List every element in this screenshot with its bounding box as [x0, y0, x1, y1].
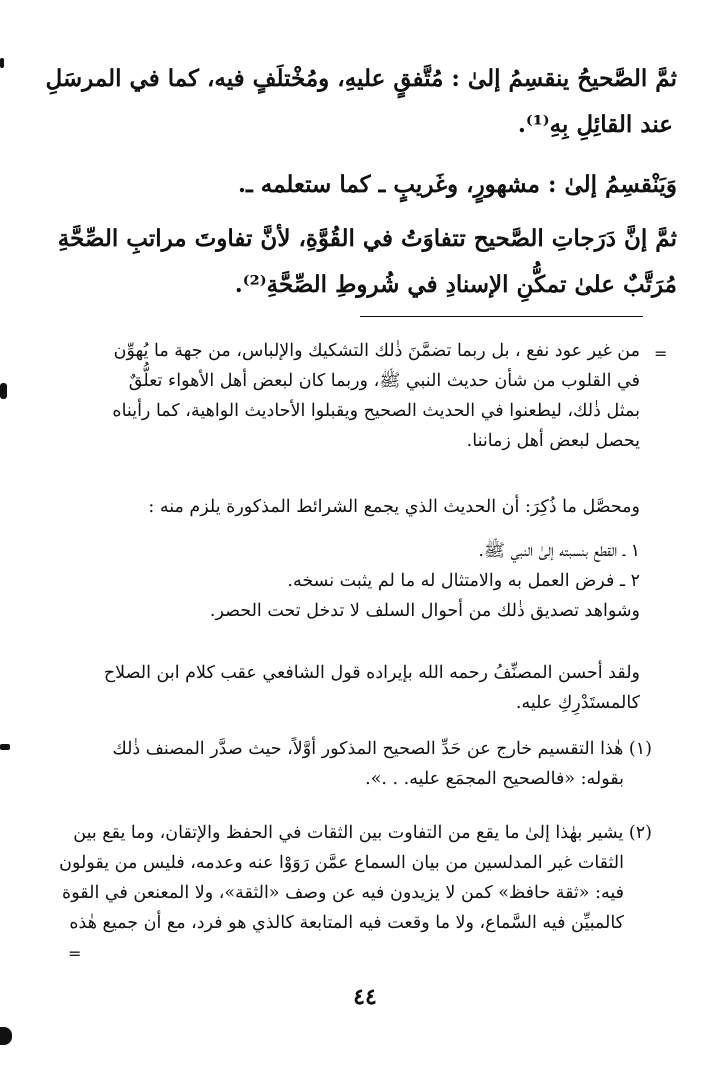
footnote-line: من غير عود نفع ، بل ربما تضمَّنَ ذٰلك التشكيك والإلباس، من جهة ما يُهوِّن [113, 341, 640, 361]
scan-edge-mark [0, 744, 10, 750]
main-line: ثمَّ إنَّ دَرَجاتِ الصَّحيح تتفاوَتُ في القُوَّةِ، لأنَّ تفاوتَ مراتبِ الصِّحَّةِ [57, 225, 677, 252]
footnote-line: بقوله: «فالصحيح المجمَع عليه. . .». [365, 769, 624, 789]
footnote-line: (١) هٰذا التقسيم خارج عن حَدِّ الصحيح المذكور أوَّلاً، حيث صدَّر المصنف ذٰلك [112, 739, 652, 759]
scan-edge-mark [0, 58, 4, 68]
main-paragraph-3 [57, 216, 677, 308]
scan-edge-mark [0, 1027, 12, 1045]
footnote-line: فيه: «ثقة حافظ» كمن لا يزيدون فيه عن وصف «الثقة»، ولا المعنعن في القوة [62, 883, 624, 903]
footnote-separator [360, 316, 643, 317]
footnote-line: في القلوب من شأن حديث النبي ﷺ، وربما كان لبعض أهل الأهواء تعلُّقٌ [128, 371, 640, 391]
main-line: مُرَتَّبٌ علىٰ تمكُّنِ الإسنادِ في شُروطِ الصِّحَّةِ⁽²⁾. [234, 271, 677, 298]
main-line: عند القائِلِ بِهِ⁽¹⁾. [517, 111, 673, 138]
summary-intro: ومحصَّل ما ذُكِرَ: أن الحديث الذي يجمع الشرائط المذكورة يلزم منه : [148, 497, 640, 517]
footnote-1 [80, 734, 652, 794]
closing-line: كالمستَدْرِكِ عليه. [515, 693, 640, 713]
footnote-line: يحصل لبعض أهل زماننا. [466, 431, 640, 451]
summary-block [80, 492, 640, 522]
summary-point: ١ ـ القطع بنسبته إلىٰ النبي ﷺ. [478, 541, 640, 561]
closing-paragraph [80, 658, 640, 718]
main-line: ثمَّ الصَّحيحُ ينقسِمُ إلىٰ : مُتَّفقٍ عليهِ، ومُخْتلَفٍ فيه، كما في المرسَلِ [45, 65, 677, 92]
footnote-line: الثقات غير المدلسين من بيان السماع عمَّن رَوَوْا عنه وعدمه، فليس من يقولون [59, 853, 624, 873]
footnote-line: (٢) يشير بهٰذا إلىٰ ما يقع من التفاوت بين الثقات في الحفظ والإتقان، وما يقع بين [73, 823, 652, 843]
page-number: ٤٤ [353, 984, 377, 1010]
footnote-continuation [80, 336, 640, 456]
margin-mark-bottom: = [68, 944, 82, 963]
scan-edge-mark [0, 383, 7, 399]
main-paragraph-2 [92, 162, 677, 208]
summary-list [80, 536, 640, 626]
summary-point: ٢ ـ فرض العمل به والامتثال له ما لم يثبت نسخه. [287, 571, 640, 591]
main-line: وَيَنْقسِمُ إلىٰ : مشهورٍ، وغَريبٍ ـ كما ستعلمه ـ. [238, 171, 677, 198]
main-paragraph-1 [45, 56, 677, 148]
footnote-2 [59, 818, 652, 938]
margin-mark-top: = [654, 344, 668, 363]
summary-after: وشواهد تصديق ذٰلك من أحوال السلف لا تدخل تحت الحصر. [209, 601, 640, 621]
footnote-line: بمثل ذٰلك، ليطعنوا في الحديث الصحيح ويقبلوا الأحاديث الواهية، كما رأيناه [112, 401, 640, 421]
closing-line: ولقد أحسن المصنِّفُ رحمه الله بإيراده قول الشافعي عقب كلام ابن الصلاح [103, 663, 640, 683]
footnote-line: كالمبيِّن فيه السَّماع، ولا ما وقعت فيه المتابعة كالذي هو فرد، مع أن جميع هٰذه [69, 913, 624, 933]
